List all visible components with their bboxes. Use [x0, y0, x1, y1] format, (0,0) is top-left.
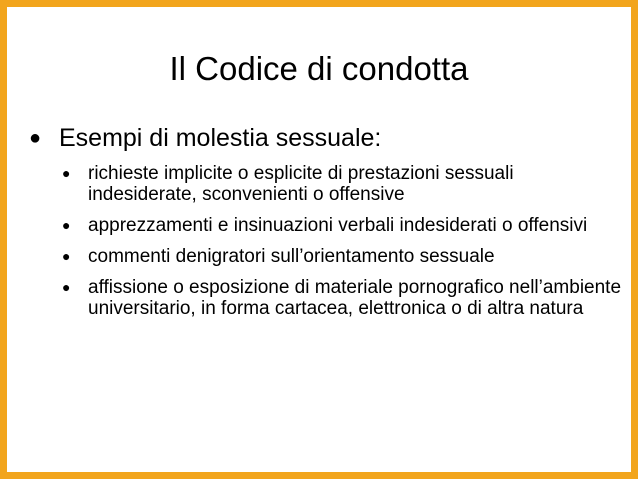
- bullet-icon: ●: [62, 165, 71, 181]
- list-item-text: apprezzamenti e insinuazioni verbali indesiderati o offensivi: [88, 215, 588, 236]
- list-item-text: commenti denigratori sull’orientamento sessuale: [88, 246, 495, 267]
- list-item: [62, 277, 622, 319]
- slide-title: Il Codice di condotta: [169, 50, 469, 87]
- bullet-icon: ●: [29, 127, 42, 149]
- list-item: [62, 163, 622, 205]
- list-item: [62, 215, 622, 236]
- sub-bullet-list: [62, 163, 622, 329]
- bullet-icon: ●: [62, 217, 71, 233]
- bullet-icon: ●: [62, 279, 71, 295]
- bullet-icon: ●: [62, 248, 71, 264]
- list-item: [62, 246, 622, 267]
- list-item-text: affissione o esposizione di materiale pornografico nell’ambiente universitario, in forma cartacea, elettronica o di altra natura: [88, 277, 622, 319]
- main-bullet: [29, 123, 381, 153]
- list-item-text: richieste implicite o esplicite di prestazioni sessuali indesiderate, sconvenienti o offensive: [88, 163, 514, 205]
- main-bullet-text: Esempi di molestia sessuale:: [59, 124, 382, 152]
